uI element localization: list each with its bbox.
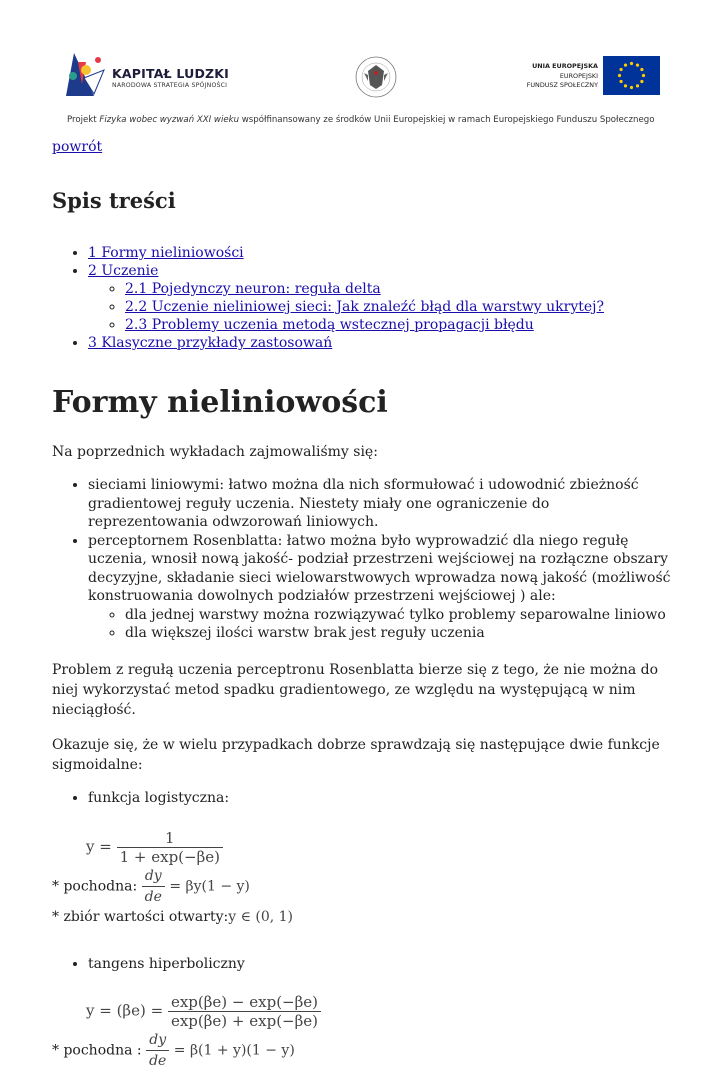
bullet-item: • sieciami liniowymi: łatwo można dla nich sformułować i udowodnić zbieżność gradientowej reguły uczenia. Niestety miały one ograniczenie do reprezentowania odwzorowań liniowych. [88, 476, 672, 532]
eu-line-2: EUROPEJSKI [559, 71, 598, 80]
project-info-line [67, 115, 654, 125]
derivative-line [52, 866, 672, 907]
formula-numerator: 1 [117, 829, 223, 848]
formula-denominator: 1 + exp(−βe) [119, 847, 221, 866]
deriv-den: de [144, 888, 162, 905]
toc-subitem [125, 316, 672, 334]
toc-list [52, 244, 672, 352]
eu-star-icon [620, 68, 623, 71]
project-title: Fizyka wobec wyzwań XXI wieku [99, 115, 240, 125]
intro-paragraph: Na poprzednich wykładach zajmowaliśmy się: [52, 444, 378, 460]
university-seal-icon [354, 53, 398, 101]
eu-star-icon [640, 80, 643, 83]
project-banner [0, 0, 725, 135]
deriv-num: dy [142, 866, 165, 887]
toc-link-2-2[interactable]: 2.2 Uczenie nieliniowej sieci: Jak znaleźć błąd dla warstwy ukrytej? [125, 299, 604, 315]
formula-lhs: y = [86, 837, 112, 855]
toc-title: Spis treści [52, 188, 176, 213]
bullet-list [52, 476, 672, 643]
formula-numerator: exp(βe) − exp(−βe) [168, 993, 321, 1012]
function-item [52, 955, 672, 1071]
back-link[interactable]: powrót [52, 139, 103, 155]
deriv-rhs: = βy(1 − y) [169, 878, 250, 894]
eu-star-icon [618, 74, 621, 77]
eu-star-icon [624, 84, 627, 87]
eu-star-icon [640, 68, 643, 71]
paragraph-3: Okazuje się, że w wielu przypadkach dobrze sprawdzają się następujące dwie funkcje sigmoidalne: [52, 736, 660, 773]
range-value: y ∈ (0, 1) [228, 908, 294, 925]
toc-sublist [88, 280, 672, 334]
toc-item [88, 244, 672, 262]
kl-subtitle: NARODOWA STRATEGIA SPÓJNOŚCI [112, 82, 228, 89]
toc-link-2[interactable]: 2 Uczenie [88, 263, 159, 279]
toc-link-2-3[interactable]: 2.3 Problemy uczenia metodą wstecznej propagacji błędu [125, 317, 534, 333]
range-line [52, 907, 672, 927]
toc-link-3[interactable]: 3 Klasyczne przykłady zastosowań [88, 335, 333, 351]
main-content [52, 139, 672, 1071]
eu-star-icon [624, 64, 627, 67]
eu-star-icon [630, 62, 633, 65]
toc-link-2-1[interactable]: 2.1 Pojedynczy neuron: reguła delta [125, 281, 381, 297]
toc-item [88, 334, 672, 352]
deriv-num: dy [146, 1030, 169, 1051]
eu-line-1: UNIA EUROPEJSKA [532, 62, 598, 70]
toc-link-1[interactable]: 1 Formy nieliniowości [88, 245, 244, 261]
eu-star-icon [642, 74, 645, 77]
eu-star-icon [620, 80, 623, 83]
function-name: tangens hiperboliczny [88, 955, 245, 972]
toc-subitem [125, 280, 672, 298]
sub-bullet-list [88, 606, 672, 643]
derivative-label: * pochodna: [52, 878, 138, 894]
sub-bullet-item: ◦ dla większej ilości warstw brak jest reguły uczenia [125, 624, 672, 643]
project-prefix: Projekt [67, 115, 100, 125]
deriv-rhs: = β(1 + y)(1 − y) [173, 1042, 295, 1058]
kl-title: KAPITAŁ LUDZKI [112, 66, 230, 81]
sub-bullet-item: ◦ dla jednej warstwy można rozwiązywać tylko problemy separowalne liniowo [125, 606, 672, 625]
derivative-label: * pochodna : [52, 1042, 142, 1058]
derivative-line [52, 1030, 672, 1071]
paragraph-2: Problem z regułą uczenia perceptronu Rosenblatta bierze się z tego, że nie można do niej wykorzystać metod spadku gradientowego, ze względu na występującą w nim nieciągłość. [52, 661, 659, 718]
derivative-fraction [146, 1030, 169, 1071]
kapital-ludzki-logo-icon [64, 48, 114, 103]
eu-text [500, 62, 598, 91]
eu-line-3: FUNDUSZ SPOŁECZNY [526, 81, 598, 89]
project-suffix: współfinansowany ze środków Unii Europejskiej w ramach Europejskiego Funduszu Społecznego [239, 115, 655, 125]
section-title: Formy nieliniowości [52, 385, 388, 420]
toc-subitem [125, 298, 672, 316]
toc-item [88, 262, 672, 334]
eu-star-icon [630, 86, 633, 89]
function-list [52, 789, 672, 1071]
bullet-item [88, 532, 672, 643]
eu-flag-icon [603, 56, 660, 95]
formula-denominator: exp(βe) + exp(−βe) [170, 1011, 319, 1030]
deriv-den: de [149, 1052, 167, 1069]
range-label: * zbiór wartości otwarty: [52, 908, 229, 925]
eu-star-icon [636, 64, 639, 67]
eu-star-icon [636, 84, 639, 87]
function-item [52, 789, 672, 927]
derivative-fraction [142, 866, 165, 907]
logistic-formula [86, 829, 672, 866]
function-name: funkcja logistyczna: [88, 789, 230, 806]
formula-fraction [117, 829, 223, 866]
formula-lhs: y = (βe) = [86, 1001, 164, 1019]
bullet-text: perceptornem Rosenblatta: łatwo można było wyprowadzić dla niego regułę uczenia, wnosił nową jakość- podział przestrzeni wejściowej na rozłączne obszary decyzyjne, składanie sieci wielowarstwowych wprowadza nową jakość (możliwość konstruowania dowolnych podziałów przestrzeni wejściowej ) ale: [88, 532, 671, 604]
